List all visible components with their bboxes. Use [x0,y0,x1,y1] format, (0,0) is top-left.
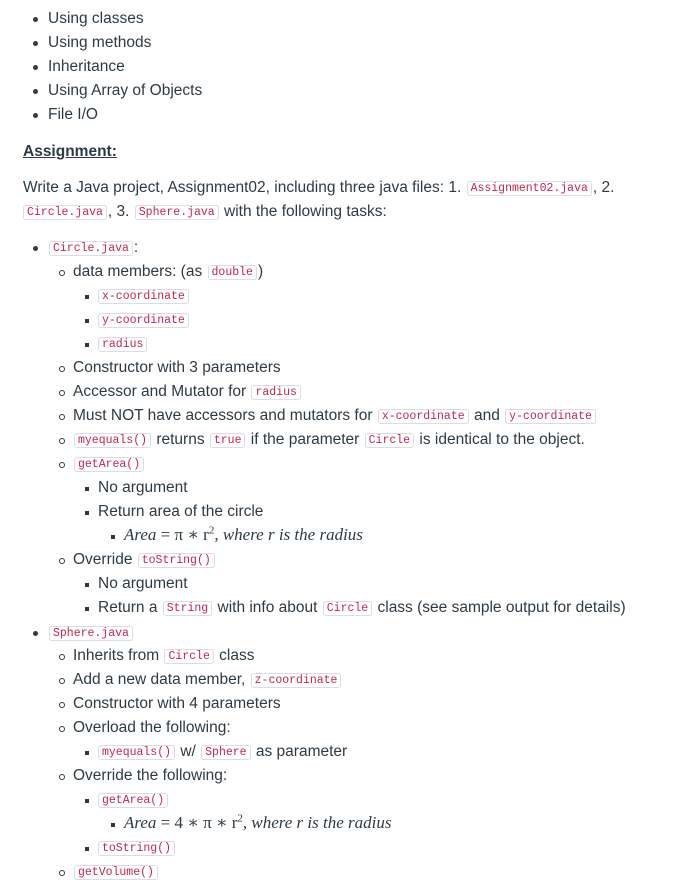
list-item: Using Array of Objects [48,82,203,99]
member-code: x-coordinate [98,289,189,304]
circle-code: Circle [164,649,213,664]
intro-line-1 [23,177,614,200]
list-item: File I/O [48,106,98,123]
override-item [73,549,216,572]
circle-code: Circle [365,433,414,448]
radius-code: radius [251,385,300,400]
myequals-code: myequals() [98,745,175,760]
square-bullet-icon [85,607,89,611]
no-argument-item: No argument [98,575,188,592]
intro-text: , 2. [592,179,615,196]
constructor-item: Constructor with 4 parameters [73,695,281,712]
must-not-text: Must NOT have accessors and mutators for [73,407,377,424]
square-bullet-icon [85,343,89,347]
sphere-code: Sphere [201,745,250,760]
bullet-icon [33,246,38,251]
intro-text: , 3. [107,203,134,220]
data-members-item [73,261,263,284]
sphere-area-formula [124,812,391,834]
list-item: Inheritance [48,58,125,75]
bullet-icon [33,631,38,636]
square-bullet-icon [85,295,89,299]
square-bullet-icon [85,847,89,851]
if-param-text: if the parameter [246,431,364,448]
getarea-item [97,789,169,812]
w-text: w/ [176,743,201,760]
intro-text: with the following tasks: [219,203,387,220]
myequals-item [73,429,585,452]
square-bullet-icon [85,319,89,323]
with-info-text: with info about [213,599,322,616]
x-coord-code: x-coordinate [378,409,469,424]
circle-java-item [48,237,138,260]
must-not-item [73,405,597,428]
sphere-java-code: Sphere.java [135,205,219,220]
circle-bullet-icon [59,726,65,732]
circle-bullet-icon [59,390,65,396]
square-bullet-icon [85,751,89,755]
myequals-code: myequals() [74,433,151,448]
and-text: and [469,407,505,424]
square-bullet-icon [111,823,115,827]
members-label: data members: (as [73,263,207,280]
circle-bullet-icon [59,270,65,276]
true-code: true [210,433,246,448]
double-code: double [208,265,257,280]
getarea-item [73,453,145,476]
class-see-text: class (see sample output for details) [373,599,626,616]
tostring-code: toString() [98,841,175,856]
area-sup: 2 [237,812,243,825]
area-word: Area [124,813,157,832]
returns-text: returns [152,431,209,448]
area-where: , where r is the radius [214,525,363,544]
area-word: Area [124,525,157,544]
square-bullet-icon [85,583,89,587]
intro-text: Write a Java project, Assignment02, including three java files: 1. [23,179,466,196]
override-text: Override [73,551,137,568]
circle-bullet-icon [59,774,65,780]
no-argument-item: No argument [98,479,188,496]
as-param-text: as parameter [251,743,348,760]
area-eq: = 4 ∗ π ∗ r [156,813,238,832]
square-bullet-icon [111,535,115,539]
inherits-item [73,645,255,668]
member-code: y-coordinate [98,313,189,328]
bullet-icon [33,41,38,46]
circle-bullet-icon [59,870,65,876]
bullet-icon [33,65,38,70]
square-bullet-icon [85,511,89,515]
return-area-item: Return area of the circle [98,503,264,520]
circle-java-code: Circle.java [49,241,133,256]
members-close: ) [257,263,264,280]
z-coord-code: z-coordinate [251,673,342,688]
tostring-code: toString() [138,553,215,568]
colon-text: : [133,239,139,256]
area-formula [124,524,363,546]
area-eq: = π ∗ r [156,525,209,544]
member-item [97,333,148,356]
getvolume-code: getVolume() [74,865,158,880]
constructor-item: Constructor with 3 parameters [73,359,281,376]
area-where: , where r is the radius [242,813,392,832]
list-item: Using classes [48,10,144,27]
y-coord-code: y-coordinate [505,409,596,424]
circle-code: Circle [323,601,372,616]
circle-java-code: Circle.java [23,205,107,220]
getarea-code: getArea() [98,793,168,808]
area-sup: 2 [208,524,215,537]
string-code: String [163,601,212,616]
bullet-icon [33,89,38,94]
override-item: Override the following: [73,767,228,784]
intro-line-2 [23,201,387,224]
accessor-item [73,381,302,404]
member-item [97,285,190,308]
sphere-java-item [48,622,134,645]
square-bullet-icon [85,487,89,491]
getvolume-item [73,861,159,884]
overload-myequals-item [97,741,347,764]
circle-bullet-icon [59,654,65,660]
circle-bullet-icon [59,414,65,420]
getarea-code: getArea() [74,457,144,472]
circle-bullet-icon [59,462,65,468]
bullet-icon [33,113,38,118]
list-item: Using methods [48,34,152,51]
inherits-text: Inherits from [73,647,164,664]
add-member-text: Add a new data member, [73,671,250,688]
assignment02-code: Assignment02.java [467,181,592,196]
assignment-heading: Assignment: [23,143,117,160]
circle-bullet-icon [59,366,65,372]
tostring-item [97,837,176,860]
bullet-icon [33,17,38,22]
sphere-java-code: Sphere.java [49,626,133,641]
circle-bullet-icon [59,438,65,444]
circle-bullet-icon [59,558,65,564]
identical-text: is identical to the object. [415,431,585,448]
add-member-item [73,669,342,692]
return-string-item [98,597,626,620]
overload-item: Overload the following: [73,719,231,736]
class-text: class [214,647,255,664]
circle-bullet-icon [59,702,65,708]
return-a-text: Return a [98,599,162,616]
circle-bullet-icon [59,678,65,684]
member-code: radius [98,337,147,352]
member-item [97,309,190,332]
square-bullet-icon [85,799,89,803]
accessor-text: Accessor and Mutator for [73,383,251,400]
